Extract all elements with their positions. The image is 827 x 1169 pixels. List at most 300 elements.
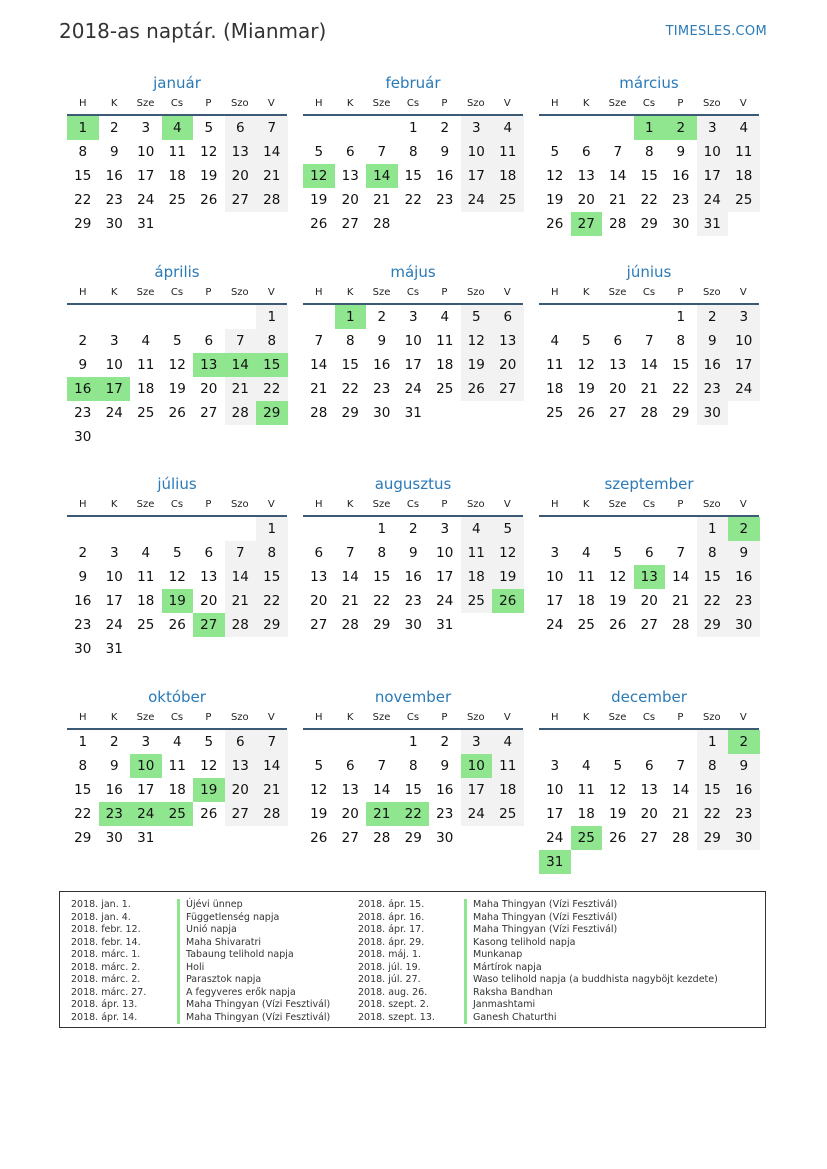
weekday-label: P [677,287,684,298]
holiday-row [71,999,330,1012]
day-cell: 24 [130,802,162,826]
weekday-label: Szo [702,98,721,109]
day-cell: 8 [644,144,654,160]
day-cell: 17 [105,593,123,609]
day-cell: 21 [640,381,658,397]
day-cell: 12 [577,357,595,373]
day-cell: 2 [728,517,760,541]
holiday-row [71,987,330,1000]
weekday-label: V [267,98,275,109]
day-cell: 19 [492,565,524,589]
day-grid [303,517,523,637]
day-cell: 19 [546,192,564,208]
day-cell: 2 [109,120,119,136]
day-cell: 19 [200,168,218,184]
day-cell: 13 [492,329,524,353]
day-cell: 8 [697,754,729,778]
day-cell: 27 [193,613,225,637]
day-cell: 22 [640,192,658,208]
holiday-name: Függetlenség napja [177,912,279,925]
day-cell: 18 [728,164,760,188]
day-cell: 23 [74,617,92,633]
weekday-header [67,708,287,730]
weekday-label: P [205,499,212,510]
day-cell: 14 [256,754,288,778]
empty-cell [539,305,571,329]
day-cell: 30 [105,830,123,846]
day-cell: 6 [613,333,623,349]
day-cell: 28 [609,216,627,232]
day-cell: 1 [78,734,88,750]
day-cell: 25 [461,589,493,613]
holiday-date: 2018. ápr. 17. [358,924,425,935]
day-cell: 17 [697,164,729,188]
empty-cell [665,730,697,754]
empty-cell [539,517,571,541]
day-cell: 13 [577,168,595,184]
empty-cell [225,305,257,329]
weekday-label: H [314,98,323,109]
weekday-label: H [550,98,559,109]
day-cell: 12 [168,569,186,585]
day-cell: 7 [377,144,387,160]
day-cell: 12 [492,541,524,565]
day-cell: 25 [728,188,760,212]
weekday-label: P [677,499,684,510]
day-cell: 24 [546,830,564,846]
day-cell: 23 [728,589,760,613]
day-cell: 10 [105,357,123,373]
day-cell: 21 [366,802,398,826]
day-cell: 12 [609,782,627,798]
holiday-date: 2018. júl. 19. [358,961,421,973]
day-cell: 2 [377,309,387,325]
weekday-label: P [205,98,212,109]
day-cell: 21 [256,778,288,802]
day-cell: 20 [200,381,218,397]
weekday-label: H [550,499,559,510]
weekday-label: H [78,98,87,109]
day-cell: 26 [492,589,524,613]
day-cell: 3 [408,309,418,325]
day-cell: 14 [225,565,257,589]
weekday-label: Szo [230,712,249,723]
day-cell: 5 [492,517,524,541]
holiday-date: 2018. ápr. 16. [358,911,425,923]
weekday-label: Sze [136,98,155,109]
empty-cell [335,517,367,541]
day-cell: 5 [172,545,182,561]
holiday-row [358,924,718,937]
holiday-name: Maha Thingyan (Vízi Fesztivál) [464,912,617,925]
day-cell: 14 [256,140,288,164]
day-cell: 12 [200,758,218,774]
day-cell: 2 [665,116,697,140]
empty-cell [130,517,162,541]
day-cell: 20 [225,778,257,802]
day-cell: 15 [373,569,391,585]
day-cell: 7 [377,758,387,774]
day-cell: 17 [461,164,493,188]
day-cell: 1 [676,309,686,325]
day-cell: 15 [341,357,359,373]
weekday-header [539,283,759,305]
day-cell: 29 [256,613,288,637]
day-cell: 10 [404,333,422,349]
day-cell: 20 [310,593,328,609]
day-cell: 17 [99,377,131,401]
weekday-label: Cs [170,499,184,510]
day-cell: 28 [256,802,288,826]
day-cell: 26 [200,192,218,208]
empty-cell [193,305,225,329]
day-cell: 9 [676,144,686,160]
holiday-name: Munkanap [464,949,522,962]
day-cell: 13 [200,569,218,585]
weekday-label: Szo [702,499,721,510]
day-cell: 22 [404,192,422,208]
day-cell: 5 [461,305,493,329]
day-cell: 15 [697,778,729,802]
day-cell: 13 [310,569,328,585]
holiday-date: 2018. ápr. 15. [358,899,425,910]
holiday-row [71,912,330,925]
day-cell: 8 [256,329,288,353]
day-cell: 9 [728,754,760,778]
day-cell: 24 [436,593,454,609]
day-cell: 17 [436,569,454,585]
day-cell: 24 [137,192,155,208]
day-cell: 29 [672,405,690,421]
day-cell: 24 [461,802,493,826]
empty-cell [602,305,634,329]
day-cell: 25 [492,802,524,826]
day-cell: 17 [546,806,564,822]
weekday-label: Sze [608,712,627,723]
month-szeptember [539,473,759,637]
day-cell: 16 [697,353,729,377]
day-cell: 25 [546,405,564,421]
month-name: május [390,263,436,281]
holiday-row [358,949,718,962]
day-cell: 7 [314,333,324,349]
day-cell: 10 [461,140,493,164]
site-link[interactable]: TIMESLES.COM [665,24,767,39]
weekday-label: H [314,287,323,298]
holiday-name: Parasztok napja [177,974,261,987]
holiday-date: 2018. máj. 1. [358,949,422,960]
day-cell: 4 [492,730,524,754]
day-cell: 26 [310,830,328,846]
holiday-row [71,962,330,975]
day-cell: 29 [74,830,92,846]
day-cell: 9 [408,545,418,561]
holiday-date: 2018. febr. 12. [71,924,141,935]
empty-cell [67,517,99,541]
day-cell: 25 [571,826,603,850]
holiday-row [71,974,330,987]
day-cell: 18 [168,168,186,184]
empty-cell [303,517,335,541]
day-cell: 14 [672,569,690,585]
day-cell: 15 [697,565,729,589]
day-grid [67,517,287,661]
empty-cell [335,730,367,754]
day-cell: 21 [225,377,257,401]
holiday-date: 2018. szept. 2. [358,999,429,1010]
day-cell: 20 [492,353,524,377]
month-december [539,686,759,874]
day-cell: 18 [137,381,155,397]
day-cell: 14 [310,357,328,373]
empty-cell [539,730,571,754]
day-cell: 29 [404,830,422,846]
day-cell: 26 [200,806,218,822]
holiday-date: 2018. márc. 2. [71,974,141,985]
weekday-label: V [267,499,275,510]
day-cell: 23 [697,377,729,401]
day-cell: 10 [130,754,162,778]
holiday-name: Ganesh Chaturthi [464,1012,557,1025]
day-cell: 27 [341,216,359,232]
day-cell: 9 [440,758,450,774]
day-cell: 8 [256,541,288,565]
day-cell: 17 [404,357,422,373]
weekday-header [303,94,523,116]
month-július [67,473,287,661]
holiday-name: Maha Thingyan (Vízi Fesztivál) [177,999,330,1012]
month-name: december [611,688,687,706]
day-cell: 8 [78,144,88,160]
day-cell: 16 [74,593,92,609]
month-április [67,261,287,449]
day-cell: 26 [609,830,627,846]
month-name: november [374,688,452,706]
day-cell: 1 [377,521,387,537]
day-cell: 4 [172,734,182,750]
weekday-label: K [582,98,590,109]
weekday-label: Sze [372,499,391,510]
day-cell: 20 [341,806,359,822]
weekday-header [539,94,759,116]
day-cell: 3 [109,545,119,561]
day-cell: 22 [256,589,288,613]
holiday-list [59,891,766,1028]
empty-cell [99,517,131,541]
weekday-label: Sze [372,98,391,109]
day-cell: 25 [577,617,595,633]
holiday-date: 2018. ápr. 29. [358,936,425,948]
weekday-label: V [503,287,511,298]
weekday-label: Sze [372,287,391,298]
day-cell: 14 [672,782,690,798]
day-cell: 25 [137,617,155,633]
day-cell: 18 [168,782,186,798]
weekday-label: Cs [406,287,420,298]
day-cell: 11 [728,140,760,164]
weekday-label: Cs [642,499,656,510]
day-cell: 22 [697,589,729,613]
weekday-label: Cs [406,98,420,109]
weekday-label: Szo [702,712,721,723]
day-cell: 26 [168,617,186,633]
empty-cell [602,730,634,754]
day-cell: 6 [492,305,524,329]
month-name: augusztus [374,475,452,493]
day-grid [303,116,523,236]
day-cell: 30 [728,826,760,850]
day-grid [67,730,287,850]
day-cell: 25 [137,405,155,421]
holiday-row [71,924,330,937]
day-cell: 26 [546,216,564,232]
day-cell: 18 [577,806,595,822]
holiday-name: Maha Thingyan (Vízi Fesztivál) [464,899,617,912]
day-grid [539,305,759,425]
weekday-label: P [441,712,448,723]
month-május [303,261,523,425]
weekday-header [67,495,287,517]
day-cell: 1 [335,305,367,329]
day-cell: 4 [581,545,591,561]
day-cell: 28 [225,401,257,425]
weekday-label: P [441,499,448,510]
weekday-label: V [739,287,747,298]
day-cell: 22 [398,802,430,826]
day-cell: 1 [697,517,729,541]
day-cell: 3 [728,305,760,329]
weekday-label: K [582,499,590,510]
day-cell: 16 [373,357,391,373]
day-cell: 12 [609,569,627,585]
holiday-row [358,899,718,912]
weekday-label: V [267,287,275,298]
day-cell: 13 [640,782,658,798]
holiday-row [71,1012,330,1025]
day-cell: 30 [74,641,92,657]
holiday-date: 2018. márc. 1. [71,949,141,960]
weekday-label: Sze [372,712,391,723]
day-cell: 17 [137,168,155,184]
day-cell: 15 [74,168,92,184]
month-name: szeptember [604,475,694,493]
day-cell: 7 [225,329,257,353]
day-cell: 7 [644,333,654,349]
day-cell: 30 [74,429,92,445]
day-cell: 9 [440,144,450,160]
weekday-label: H [550,287,559,298]
month-name: március [619,74,679,92]
day-cell: 13 [634,565,666,589]
day-cell: 11 [436,333,454,349]
day-cell: 3 [109,333,119,349]
day-cell: 28 [672,617,690,633]
day-cell: 11 [168,758,186,774]
day-cell: 10 [137,144,155,160]
empty-cell [602,517,634,541]
empty-cell [665,517,697,541]
day-cell: 16 [67,377,99,401]
day-cell: 31 [404,405,422,421]
weekday-label: H [78,499,87,510]
holiday-column-right [358,899,718,1024]
weekday-label: V [739,98,747,109]
day-cell: 20 [609,381,627,397]
day-cell: 31 [137,830,155,846]
day-cell: 5 [613,758,623,774]
day-grid [539,116,759,236]
day-cell: 27 [200,405,218,421]
month-február [303,72,523,236]
day-cell: 25 [168,192,186,208]
day-cell: 28 [373,830,391,846]
day-cell: 25 [492,188,524,212]
day-cell: 27 [225,188,257,212]
weekday-label: P [205,287,212,298]
day-cell: 30 [697,401,729,425]
day-cell: 15 [672,357,690,373]
empty-cell [634,305,666,329]
day-cell: 6 [345,758,355,774]
day-cell: 9 [78,569,88,585]
day-cell: 17 [546,593,564,609]
holiday-name: Waso telihold napja (a buddhista nagyböjt kezdete) [464,974,718,987]
day-cell: 20 [577,192,595,208]
day-cell: 21 [672,806,690,822]
weekday-label: V [267,712,275,723]
month-name: július [157,475,197,493]
day-cell: 19 [609,593,627,609]
holiday-date: 2018. jan. 4. [71,911,131,923]
day-cell: 6 [644,545,654,561]
weekday-header [303,708,523,730]
weekday-label: Cs [170,98,184,109]
empty-cell [571,517,603,541]
empty-cell [602,116,634,140]
day-cell: 15 [74,782,92,798]
day-cell: 3 [550,758,560,774]
day-cell: 12 [546,168,564,184]
day-cell: 29 [697,826,729,850]
day-cell: 11 [546,357,564,373]
day-cell: 4 [141,333,151,349]
holiday-column-left [71,899,330,1024]
weekday-label: Szo [230,287,249,298]
day-cell: 26 [577,405,595,421]
empty-cell [162,517,194,541]
weekday-header [67,283,287,305]
day-cell: 31 [697,212,729,236]
holiday-date: 2018. júl. 27. [358,974,421,985]
empty-cell [303,305,335,329]
weekday-label: K [582,712,590,723]
day-cell: 27 [640,830,658,846]
empty-cell [539,116,571,140]
day-cell: 11 [137,569,155,585]
day-cell: 6 [581,144,591,160]
day-cell: 16 [436,782,454,798]
holiday-date: 2018. ápr. 14. [71,1011,138,1023]
day-cell: 13 [225,754,257,778]
page-title: 2018-as naptár. (Mianmar) [59,19,327,43]
day-cell: 19 [310,192,328,208]
day-cell: 2 [440,734,450,750]
day-cell: 27 [609,405,627,421]
day-cell: 14 [225,353,257,377]
day-cell: 23 [105,192,123,208]
weekday-label: Sze [608,98,627,109]
holiday-date: 2018. aug. 26. [358,986,428,998]
